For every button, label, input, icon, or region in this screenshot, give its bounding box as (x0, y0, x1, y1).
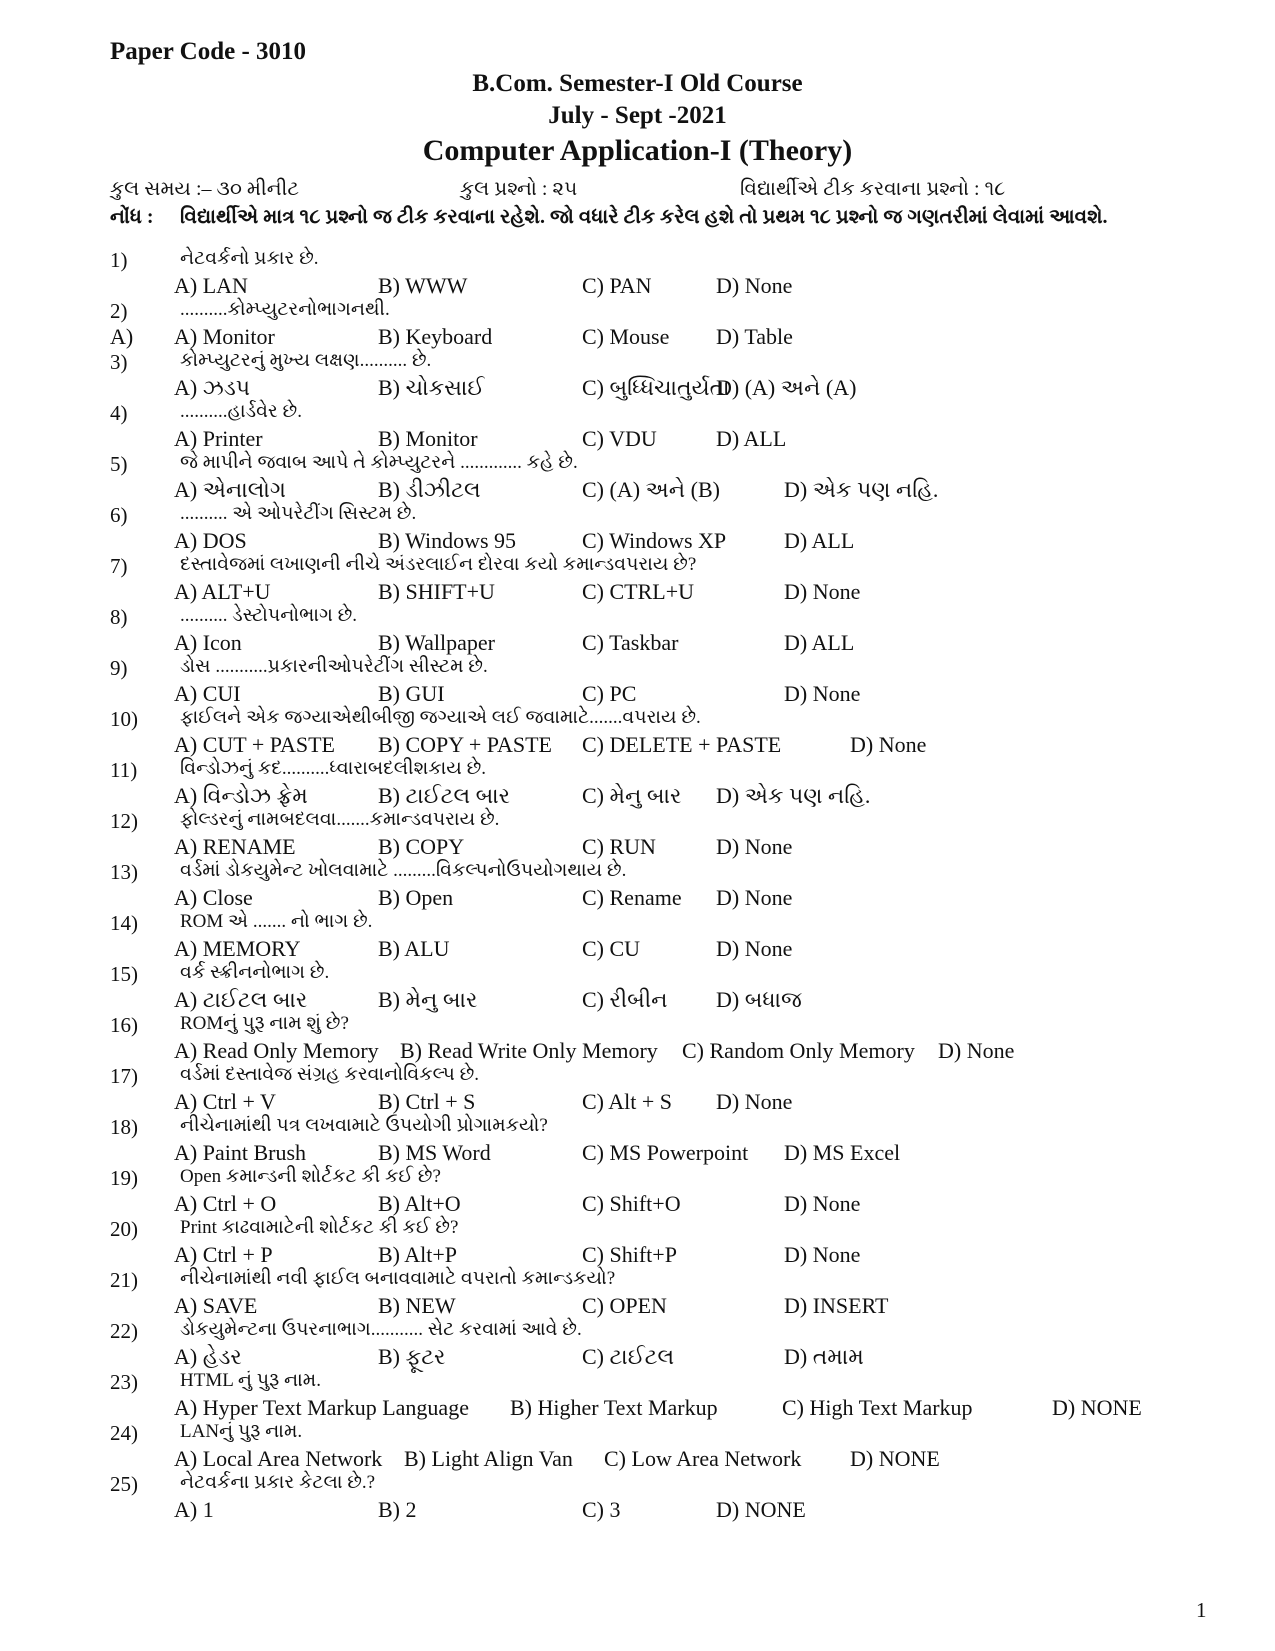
total-questions: કુલ પ્રશ્નો : ૨૫ (460, 178, 578, 200)
option-a: A) CUI (174, 681, 241, 706)
option-b: B) ટાઈટલ બાર (378, 783, 511, 808)
option-c: C) Mouse (582, 324, 670, 349)
question-number: 18) (110, 1115, 138, 1139)
question-item (0, 1164, 1275, 1215)
question-number: 16) (110, 1013, 138, 1037)
question-text: ..........કોમ્પ્યુટરનોભાગનથી. (180, 299, 390, 320)
option-b: B) Wallpaper (378, 630, 495, 655)
question-text: નીચેનામાંથી પત્ર લખવામાટે ઉપયોગી પ્રોગામકયો? (180, 1115, 548, 1136)
question-text: ડોસ ...........પ્રકારનીઓપરેટીંગ સીસ્ટમ છે. (180, 656, 488, 677)
option-a: A) ટાઈટલ બાર (174, 987, 308, 1012)
option-b: B) GUI (378, 681, 445, 706)
question-item (0, 858, 1275, 909)
option-c: C) CTRL+U (582, 579, 695, 604)
question-item (0, 1113, 1275, 1164)
option-c: C) High Text Markup (782, 1395, 973, 1420)
option-c: C) (A) અને (B) (582, 477, 720, 502)
option-c: C) Shift+P (582, 1242, 677, 1267)
option-c: C) Rename (582, 885, 682, 910)
option-c: C) Taskbar (582, 630, 679, 655)
option-d: D) બધાજ (716, 987, 802, 1012)
question-item (0, 1266, 1275, 1317)
option-c: C) રીબીન (582, 987, 668, 1012)
question-item (0, 909, 1275, 960)
question-number: 13) (110, 860, 138, 884)
option-b: B) ફૂટર (378, 1344, 446, 1369)
course-title: B.Com. Semester-I Old Course (472, 70, 803, 97)
question-item (0, 705, 1275, 756)
question-item (0, 399, 1275, 450)
option-d: D) એક પણ નહિ. (784, 477, 939, 502)
option-a: A) Read Only Memory (174, 1038, 379, 1063)
question-text: Print કાઢવામાટેની શોર્ટકટ કી કઈ છે? (180, 1217, 459, 1238)
question-item (0, 1470, 1275, 1521)
question-item (0, 501, 1275, 552)
option-c: C) ટાઈટલ (582, 1344, 675, 1369)
question-number: 21) (110, 1268, 138, 1292)
option-d: D) NONE (716, 1497, 806, 1522)
question-number: 20) (110, 1217, 138, 1241)
option-c: C) Alt + S (582, 1089, 673, 1114)
option-a: A) SAVE (174, 1293, 258, 1318)
option-c: C) OPEN (582, 1293, 667, 1318)
question-item (0, 1368, 1275, 1419)
option-c: C) DELETE + PASTE (582, 732, 782, 757)
option-c: C) PC (582, 681, 637, 706)
option-c: C) મેનુ બાર (582, 783, 682, 808)
question-text: ROM એ ....... નો ભાગ છે. (180, 911, 373, 932)
option-b: B) Keyboard (378, 324, 493, 349)
question-text: HTML નું પુરૂ નામ. (180, 1370, 321, 1391)
option-d: D) None (784, 1242, 861, 1267)
option-b: B) COPY (378, 834, 465, 859)
option-a: A) Printer (174, 426, 263, 451)
question-text: કોમ્પ્યુટરનું મુખ્ય લક્ષણ.......... છે. (180, 350, 432, 371)
question-number: 12) (110, 809, 138, 833)
question-text: નેટવર્કનો પ્રકાર છે. (180, 248, 319, 269)
option-c: C) Shift+O (582, 1191, 681, 1216)
question-number: 15) (110, 962, 138, 986)
option-b: B) મેનુ બાર (378, 987, 478, 1012)
option-a: A) Local Area Network (174, 1446, 383, 1471)
question-list (0, 246, 1275, 1521)
question-item (0, 654, 1275, 705)
question-number: 2) (110, 299, 128, 323)
option-a: A) DOS (174, 528, 247, 553)
option-a: A) Paint Brush (174, 1140, 306, 1165)
option-b: B) COPY + PASTE (378, 732, 552, 757)
option-c: C) Random Only Memory (682, 1038, 915, 1063)
option-c: C) Windows XP (582, 528, 727, 553)
option-c: C) RUN (582, 834, 656, 859)
option-a: A) ALT+U (174, 579, 271, 604)
instruction-note (110, 206, 1108, 229)
option-d: D) એક પણ નહિ. (716, 783, 871, 808)
question-item (0, 756, 1275, 807)
option-a: A) Ctrl + V (174, 1089, 276, 1114)
subject-title: Computer Application-I (Theory) (422, 134, 853, 167)
question-text: ..........હાર્ડવેર છે. (180, 401, 302, 422)
questions-to-attempt: વિદ્યાર્થીએ ટીક કરવાના પ્રશ્નો : ૧૮ (740, 178, 1006, 200)
option-d: D) Table (716, 324, 793, 349)
option-d: D) None (716, 885, 793, 910)
question-text: LANનું પુરૂ નામ. (180, 1421, 303, 1442)
option-c: C) Low Area Network (604, 1446, 802, 1471)
answer-mark: A) (110, 324, 134, 349)
option-d: D) None (784, 579, 861, 604)
question-text: Open કમાન્ડની શોર્ટકટ કી કઈ છે? (180, 1166, 441, 1187)
option-b: B) Alt+P (378, 1242, 458, 1267)
paper-code: Paper Code - 3010 (110, 38, 307, 65)
option-a: A) MEMORY (174, 936, 301, 961)
option-d: D) INSERT (784, 1293, 889, 1318)
question-text: નેટવર્કના પ્રકાર કેટલા છે.? (180, 1472, 376, 1493)
option-a: A) Close (174, 885, 253, 910)
question-number: 24) (110, 1421, 138, 1445)
question-number: 11) (110, 758, 138, 782)
option-b: B) Windows 95 (378, 528, 517, 553)
option-b: B) Read Write Only Memory (400, 1038, 658, 1063)
option-b: B) NEW (378, 1293, 456, 1318)
option-a: A) CUT + PASTE (174, 732, 335, 757)
option-d: D) ALL (784, 630, 855, 655)
option-b: B) Open (378, 885, 454, 910)
option-d: D) ALL (784, 528, 855, 553)
option-a: A) 1 (174, 1497, 214, 1522)
question-text: નીચેનામાંથી નવી ફાઈલ બનાવવામાટે વપરાતો કમાન્ડકયો? (180, 1268, 616, 1289)
option-b: B) Higher Text Markup (510, 1395, 718, 1420)
option-b: B) ALU (378, 936, 450, 961)
option-d: D) None (784, 1191, 861, 1216)
option-d: D) NONE (850, 1446, 940, 1471)
question-number: 5) (110, 452, 128, 476)
page-number: 1 (1196, 1598, 1207, 1622)
question-number: 14) (110, 911, 138, 935)
question-text: જે માપીને જવાબ આપે તે કોમ્પ્યુટરને ............. કહે છે. (180, 452, 578, 473)
option-d: D) None (716, 936, 793, 961)
question-item (0, 960, 1275, 1011)
option-b: B) WWW (378, 273, 468, 298)
question-number: 19) (110, 1166, 138, 1190)
option-a: A) LAN (174, 273, 248, 298)
question-item (0, 1215, 1275, 1266)
question-item (0, 1419, 1275, 1470)
option-c: C) 3 (582, 1497, 621, 1522)
option-b: B) SHIFT+U (378, 579, 495, 604)
option-b: B) ચોકસાઈ (378, 375, 485, 400)
option-a: A) ઝડપ (174, 375, 251, 400)
question-number: 17) (110, 1064, 138, 1088)
question-number: 25) (110, 1472, 138, 1496)
question-number: 1) (110, 248, 128, 272)
question-item (0, 297, 1275, 348)
question-text: .......... એ ઓપરેટીંગ સિસ્ટમ છે. (180, 503, 417, 524)
question-item (0, 1062, 1275, 1113)
option-d: D) None (850, 732, 927, 757)
option-d: D) None (938, 1038, 1015, 1063)
option-d: D) ALL (716, 426, 787, 451)
option-d: D) NONE (1052, 1395, 1142, 1420)
option-a: A) હેડર (174, 1344, 242, 1369)
question-number: 23) (110, 1370, 138, 1394)
question-number: 4) (110, 401, 128, 425)
question-text: વર્ડમાં દસ્તાવેજ સંગ્રહ કરવાનોવિકલ્પ છે. (180, 1064, 480, 1085)
option-d: D) None (716, 273, 793, 298)
option-a: A) Ctrl + O (174, 1191, 277, 1216)
session-title: July - Sept -2021 (548, 102, 727, 129)
question-number: 8) (110, 605, 128, 629)
option-d: D) None (716, 1089, 793, 1114)
option-a: A) Ctrl + P (174, 1242, 273, 1267)
question-item (0, 1011, 1275, 1062)
option-d: D) MS Excel (784, 1140, 901, 1165)
option-d: D) None (716, 834, 793, 859)
option-c: C) VDU (582, 426, 657, 451)
question-text: વર્ડમાં ડોકયુમેન્ટ ખોલવામાટે .........વિકલ્પનોઉપયોગથાય છે. (180, 860, 627, 881)
question-text: ડોકયુમેન્ટના ઉપરનાભાગ........... સેટ કરવામાં આવે છે. (180, 1319, 582, 1340)
option-a: A) Monitor (174, 324, 275, 349)
question-item (0, 450, 1275, 501)
option-c: C) CU (582, 936, 641, 961)
option-b: B) 2 (378, 1497, 417, 1522)
option-a: A) વિન્ડોઝ ફ્રેમ (174, 783, 308, 808)
question-item (0, 552, 1275, 603)
question-text: ROMનું પુરૂ નામ શું છે? (180, 1013, 349, 1034)
question-number: 7) (110, 554, 128, 578)
question-item (0, 807, 1275, 858)
question-number: 6) (110, 503, 128, 527)
option-a: A) Icon (174, 630, 242, 655)
option-a: A) Hyper Text Markup Language (174, 1395, 469, 1420)
question-text: દસ્તાવેજમાં લખાણની નીચે અંડરલાઈન દોરવા કયો કમાન્ડવપરાય છે? (180, 554, 697, 575)
option-a: A) એનાલોગ (174, 477, 286, 502)
option-c: C) બુધ્ધિચાતુર્યતા (582, 375, 730, 400)
question-item (0, 1317, 1275, 1368)
question-number: 9) (110, 656, 128, 680)
question-number: 22) (110, 1319, 138, 1343)
question-item (0, 246, 1275, 297)
option-c: C) MS Powerpoint (582, 1140, 749, 1165)
option-c: C) PAN (582, 273, 652, 298)
option-b: B) Alt+O (378, 1191, 461, 1216)
note-label: નોંધ : (110, 206, 154, 228)
option-d: D) તમામ (784, 1344, 864, 1369)
question-text: વિન્ડોઝનું કદ..........ધ્વારાબદલીશકાય છે. (180, 758, 487, 779)
option-d: D) (A) અને (A) (716, 375, 857, 400)
question-number: 3) (110, 350, 128, 374)
question-text: ફાઈલને એક જગ્યાએથીબીજી જગ્યાએ લઈ જવામાટે.......વપરાય છે. (180, 707, 701, 728)
question-text: ફોલ્ડરનું નામબદલવા.......કમાન્ડવપરાય છે. (180, 809, 500, 830)
note-text: વિદ્યાર્થીએ માત્ર ૧૮ પ્રશ્નો જ ટીક કરવાના રહેશે. જો વધારે ટીક કરેલ હશે તો પ્રથમ ૧૮ પ્રશ્નો જ ગણતરીમાં લેવામાં આવશે. (180, 206, 1108, 228)
question-item (0, 348, 1275, 399)
total-time: કુલ સમય :– ૩૦ મીનીટ (110, 178, 299, 200)
option-b: B) Ctrl + S (378, 1089, 476, 1114)
question-item (0, 603, 1275, 654)
question-text: .......... ડેસ્ટોપનોભાગ છે. (180, 605, 358, 626)
option-b: B) Monitor (378, 426, 478, 451)
question-text: વર્ક સ્ક્રીનનોભાગ છે. (180, 962, 330, 983)
option-b: B) ડીઝીટલ (378, 477, 481, 502)
option-b: B) Light Align Van (404, 1446, 573, 1471)
option-a: A) RENAME (174, 834, 296, 859)
option-b: B) MS Word (378, 1140, 491, 1165)
question-number: 10) (110, 707, 138, 731)
option-d: D) None (784, 681, 861, 706)
